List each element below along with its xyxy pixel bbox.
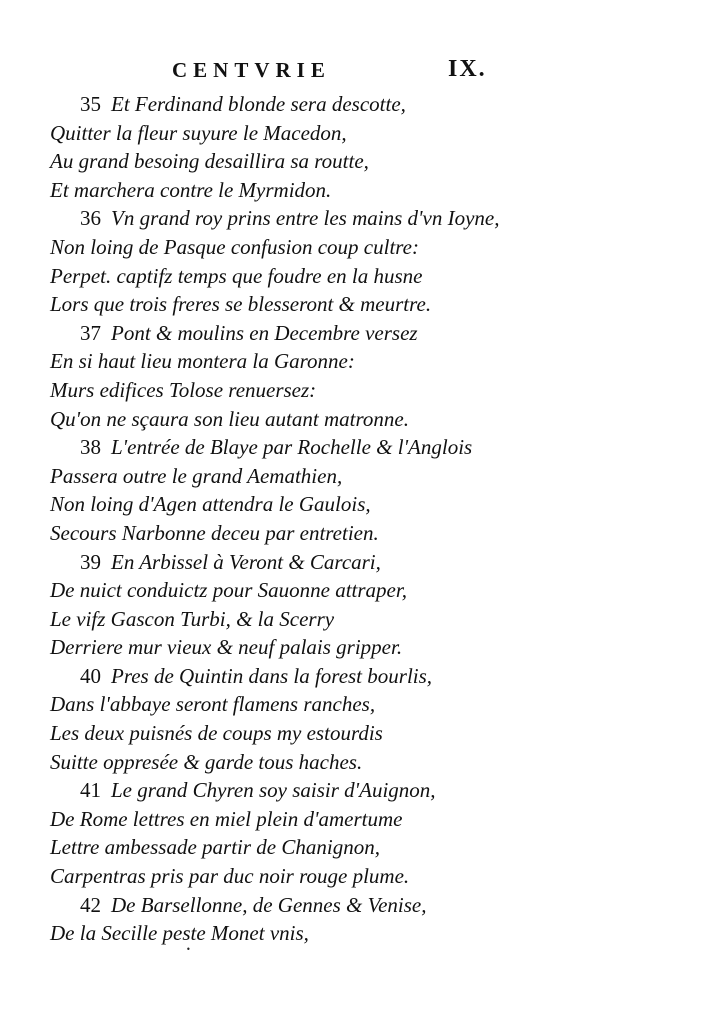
verse-text: Pont & moulins en Decembre versez — [111, 320, 418, 345]
verse-text: Pres de Quintin dans la forest bourlis, — [111, 663, 433, 688]
quatrain-number: 38 — [80, 435, 101, 460]
page-number: IX. — [448, 56, 487, 82]
verse-line: Secours Narbonne deceu par entretien. — [50, 520, 379, 545]
verse-line: Quitter la fleur suyure le Macedon, — [50, 120, 347, 145]
verse-line — [0, 548, 713, 577]
verse-line: Suitte oppresée & garde tous haches. — [50, 749, 363, 774]
quatrain-38 — [0, 433, 713, 547]
verse-text: De Barsellonne, de Gennes & Venise, — [111, 892, 427, 917]
verse-line: Lettre ambessade partir de Chanignon, — [50, 835, 380, 860]
verse-line: Les deux puisnés de coups my estourdis — [50, 721, 383, 746]
verse-line: Lors que trois freres se blesseront & meurtre. — [50, 292, 432, 317]
verse-line: Dans l'abbaye seront flamens ranches, — [50, 692, 376, 717]
verse-line: Et marchera contre le Myrmidon. — [50, 177, 332, 202]
quatrain-number: 37 — [80, 320, 101, 345]
verse-line: Non loing de Pasque confusion coup cultre: — [50, 234, 419, 259]
quatrain-39 — [0, 548, 713, 662]
verse-line: De Rome lettres en miel plein d'amertume — [50, 806, 403, 831]
quatrain-42 — [0, 891, 713, 948]
verse-line — [0, 204, 713, 233]
verse-line: Carpentras pris par duc noir rouge plume. — [50, 864, 410, 889]
verse-line: De la Secille peste Monet vnis, — [50, 921, 309, 946]
verse-line: En si haut lieu montera la Garonne: — [50, 349, 355, 374]
quatrain-number: 42 — [80, 892, 101, 917]
verse-line — [0, 662, 713, 691]
verse-line — [0, 891, 713, 920]
quatrain-37 — [0, 319, 713, 433]
verse-line — [0, 90, 713, 119]
verse-text: Vn grand roy prins entre les mains d'vn Ioyne, — [111, 206, 500, 231]
quatrain-number: 41 — [80, 778, 101, 803]
verse-line: De nuict conduictz pour Sauonne attraper, — [50, 578, 407, 603]
verse-line: Derriere mur vieux & neuf palais gripper. — [50, 635, 403, 660]
page-header — [0, 58, 713, 92]
verse-text: Et Ferdinand blonde sera descotte, — [111, 92, 406, 116]
quatrain-list — [0, 90, 713, 948]
verse-line: Qu'on ne sçaura son lieu autant matronne. — [50, 406, 409, 431]
verse-line: Murs edifices Tolose renuersez: — [50, 377, 317, 402]
verse-line — [0, 433, 713, 462]
verse-line: Non loing d'Agen attendra le Gaulois, — [50, 492, 371, 517]
verse-line: Passera outre le grand Aemathien, — [50, 463, 343, 488]
running-title: CENTVRIE — [172, 58, 331, 82]
quatrain-number: 36 — [80, 206, 101, 231]
verse-line — [0, 319, 713, 348]
quatrain-number: 39 — [80, 549, 101, 574]
verse-line — [0, 776, 713, 805]
quatrain-40 — [0, 662, 713, 776]
verse-line: Au grand besoing desaillira sa routte, — [50, 149, 369, 174]
verse-line: Perpet. captifz temps que foudre en la husne — [50, 263, 423, 288]
quatrain-41 — [0, 776, 713, 890]
verse-text: Le grand Chyren soy saisir d'Auignon, — [111, 778, 436, 803]
verse-text: En Arbissel à Veront & Carcari, — [111, 549, 381, 574]
quatrain-number: 35 — [80, 92, 101, 116]
quatrain-35 — [0, 90, 713, 204]
quatrain-36 — [0, 204, 713, 318]
quatrain-number: 40 — [80, 663, 101, 688]
verse-text: L'entrée de Blaye par Rochelle & l'Anglois — [111, 435, 473, 460]
verse-line: Le vifz Gascon Turbi, & la Scerry — [50, 606, 335, 631]
ink-speck: • — [186, 945, 191, 954]
